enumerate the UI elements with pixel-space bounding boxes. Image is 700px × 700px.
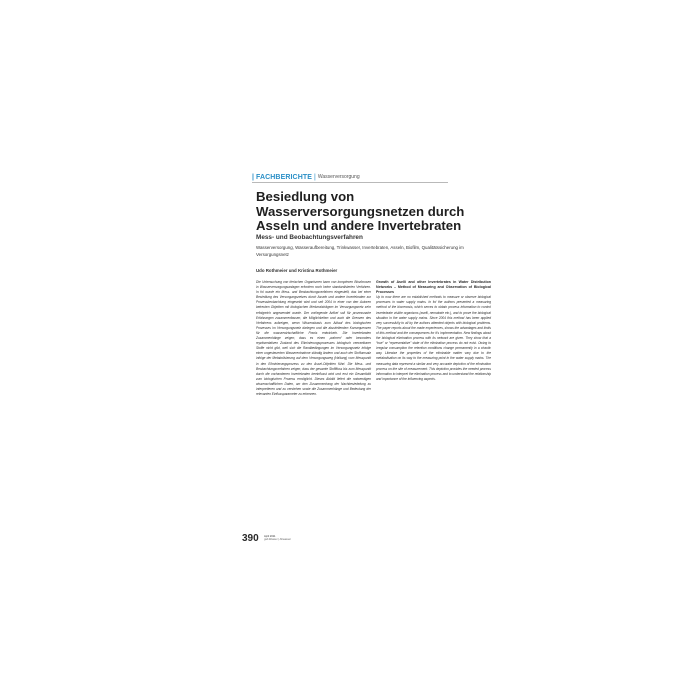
article-title: Besiedlung von Wasserversorgungsnetzen durch Asseln und andere Invertebraten [256, 189, 465, 233]
german-abstract: Die Untersuchung von tierischen Organismen kann von komplexen Biozönosen in Wasserversorgungsanlagen erfordern noch keine standardisierten Verfahren. In fol wurde ein Mess- und Beobachtungsverfahren eingestellt, das bei einer Besiedlung des Versorgungsnetzes durch Asseln und andere Invertebraten zur Prozessbeobachtung eingesetzt wird und seit 2004 in einer von den Autoren betreuten Objekten mit biologischen Merkmalsträgern im Versorgungsnetz sehr erfolgreich angewendet wurde. Der vorliegende Artikel soll für prozessnahe Erfahrungen zusammenfassen, die Möglichkeiten und auch die Grenzen des Verfahrens aufzeigen, wenn Wissensbasis zum Ablauf des biologischen Prozesses im Versorgungsnetz darlegen und die abzuleitenden Konsequenzen für die wasserwirtschaftliche Praxis entwickeln. Die Invertebraten Zusammenhänge zeigen, dass es einen „wahren“ oder besonders repräsentativen Zustand des Eliminierungsprozesses biologisch verwertbarer Stoffe nicht gibt, weil sich die Randbedingungen im Versorgungsnetz infolge einer ungesteuerten Wasserentnahme ständig ändern und auch der Stoffumsatz infolge der Metabolisierung auf dem Versorgungsweg (Haltung) vom Messpunkt in den Eliminierungsprozess zu den Assel-Objekten führt. Die Mess- und Beobachtungsverfahren zeigen, dass der gesamte Stofffluss bis zum Messpunkt durch die vorhandenen Invertebraten beeinflusst wird und erst ein Gesamtbild zum biologischen Prozess ermöglicht. Dieses Abbild liefert die notwendigen wissenschaftlichen Daten, um den Zusammenhang der Nachbesiedelung zu interpretieren und zu verstehen sowie die Zusammenhänge und Bedeutung der relevanten Einflussparameter zu erkennen. [256, 280, 371, 397]
article-keywords: Wasserversorgung, Wasseraufbereitung, Trinkwasser, Invertebraten, Asseln, Biofilm, Qualitätssicherung im Versorgungsnetz [256, 245, 464, 257]
subsection-label: Wasserversorgung [317, 174, 360, 180]
article-authors: Udo Rothmeier und Kristina Rothmeier [256, 268, 338, 273]
english-abstract-title: Growth of Aselli and other Invertebrates in Water Distribution Networks – Method of Measuring and Observation of Biological Processes [376, 280, 491, 295]
english-abstract-column [376, 280, 491, 382]
article-subtitle: Mess- und Beobachtungsverfahren [256, 234, 363, 241]
section-label: FACHBERICHTE [255, 173, 313, 181]
english-abstract-body: Up to now there are no established methods to measure or observe biological processes in water supply mains. In fol the authors presented a measuring method of the biocenosis, which serves to obtain process information to control invertebrate visible organisms (aselli, nematode etc.), and to prove the biological situation in the water supply mains. Since 2004 this method has been applied very successfully to all by the authors attended objects with biological problems. The paper reports about the made experiences, shows the advantages and limits of this method and the consequences for it's implementation. New findings about the biological elimination process with its network are given. They show that a “true” or “representative” state of the elimination process do not exist. Owing to irregular consumption the retention conditions change permanently in a chaotic way. Likewise the properties of the eliminable matter vary due to the metabolisation on its way to the measuring point in the water supply mains. The measuring data represent a similar and very accurate depiction of the elimination process on the site of measurement. This depiction provides the needed process information to interpret the elimination process and to understand the relationship and importance of the influencing aspects. [376, 295, 491, 381]
footer-issue: April 2011 [264, 535, 276, 538]
footer-journal: gwf-Wasser | Abwasser [264, 538, 291, 542]
footer-info [264, 535, 291, 542]
page-number: 390 [242, 533, 259, 544]
section-marker: | [252, 173, 254, 181]
section-separator: | [314, 173, 316, 181]
section-rule [252, 182, 448, 183]
